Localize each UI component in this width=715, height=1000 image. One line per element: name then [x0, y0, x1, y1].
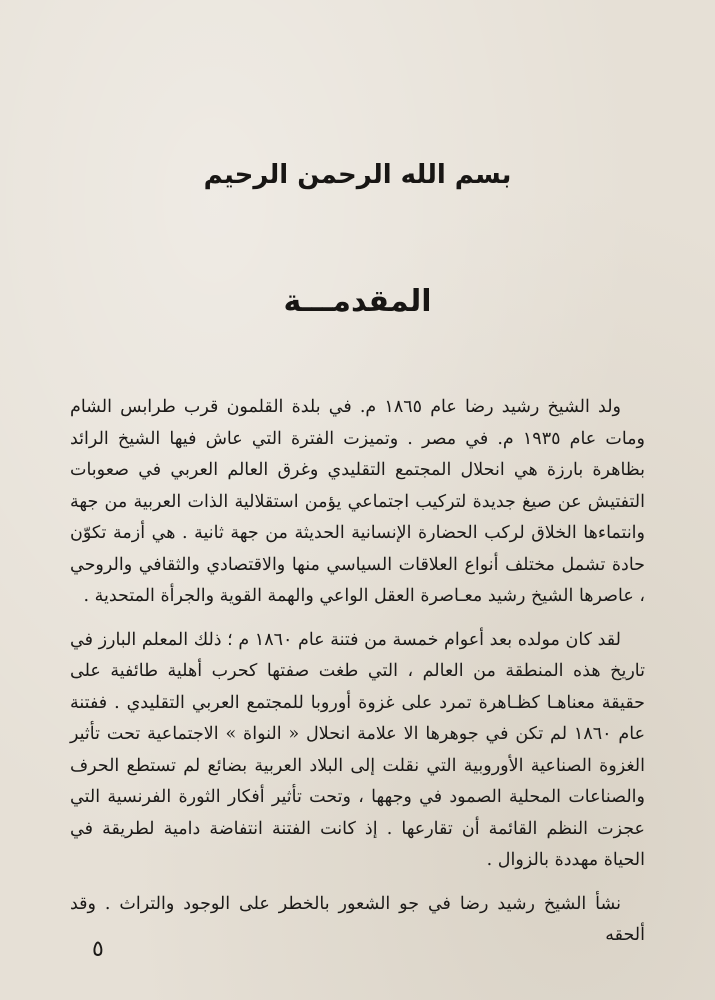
page-number: ٥ [92, 937, 104, 962]
page-title: المقدمـــة [283, 284, 432, 319]
body-text [70, 392, 645, 964]
paragraph: لقد كان مولده بعد أعوام خمسة من فتنة عام ١٨٦٠ م ؛ ذلك المعلم البارز في تاريخ هذه المنطقة من العالم ، التي طغت صفتها كحرب أهلية طائفية على حقيقة معناهـا كظـاهرة تمرد على غزوة أوروبا للمجتمع العربي التقليدي . ففتنة عام ١٨٦٠ لم تكن في جوهرها الا علامة انحلال « النواة » الاجتماعية تحت تأثير الغزوة الصناعية الأوروبية التي نقلت إلى البلاد العربية بضائع لم تستطع الحرف والصناعات المحلية الصمود في وجهها ، وتحت تأثير أفكار الثورة الفرنسية التي عجزت النظم القائمة أن تقارعها . إذ كانت الفتنة انتفاضة دامية لطريقة في الحياة مهددة بالزوال . [70, 629, 646, 870]
basmala-calligraphy: بسم الله الرحمن الرحيم [203, 160, 512, 190]
paragraph: ولد الشيخ رشيد رضا عام ١٨٦٥ م. في بلدة القلمون قرب طرابس الشام ومات عام ١٩٣٥ م. في مصر . وتميزت الفترة التي عاش فيها الشيخ الرائد بظاهرة بارزة هي انحلال المجتمع التقليدي وغرق العالم العربي في صعوبات التفتيش عن صيغ جديدة لتركيب اجتماعي يؤمن استقلالية الذات العربية من جهة وانتماءها الخلاق لركب الحضارة الإنسانية الحديثة من جهة ثانية . هي أزمة تكوّن حادة تشمل مختلف أنواع العلاقات السياسي منها والاقتصادي والثقافي والروحي ، عاصرها الشيخ رشيد معـاصرة العقل الواعي والهمة القوية والجرأة المتحدية . [70, 397, 645, 606]
paragraph: نشأ الشيخ رشيد رضا في جو الشعور بالخطر على الوجود والتراث . وقد ألحقه [70, 893, 645, 945]
